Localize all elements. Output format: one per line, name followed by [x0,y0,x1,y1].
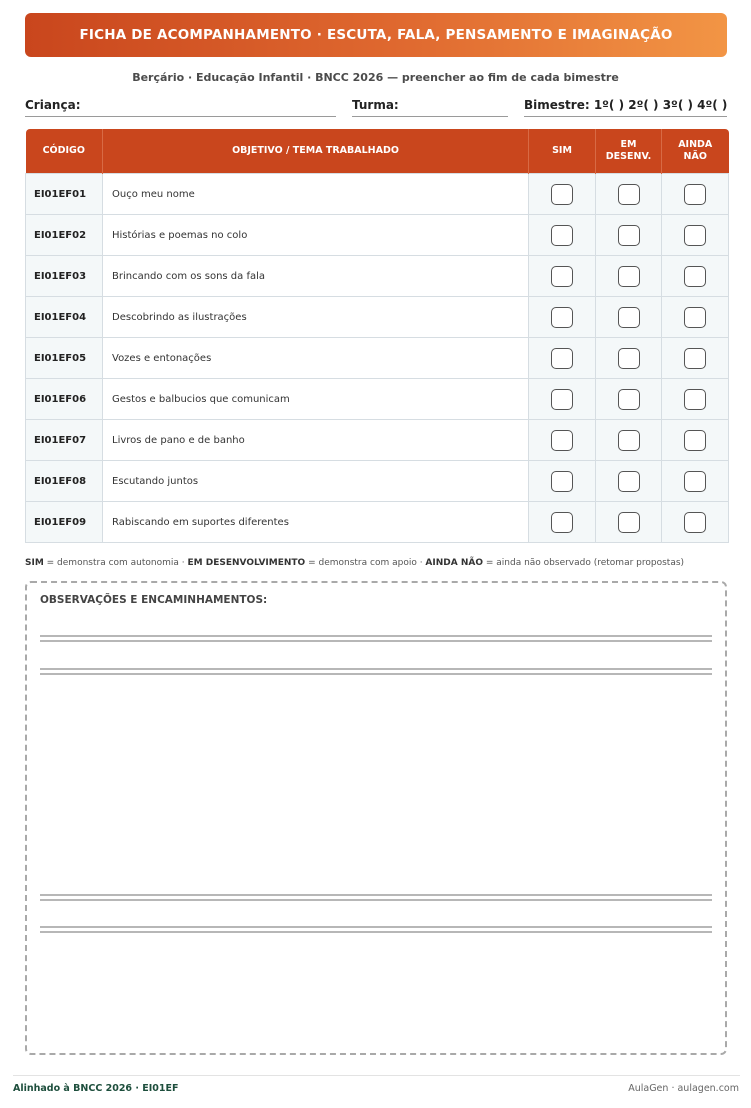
ainda-nao-checkbox[interactable] [684,266,706,287]
em-desenvolvimento-checkbox[interactable] [618,307,640,328]
row-objective: Ouço meu nome [103,174,529,215]
sim-checkbox[interactable] [551,348,573,369]
bimestre-field[interactable] [524,96,727,117]
writing-line [40,635,712,642]
header-codigo: CÓDIGO [26,129,103,174]
em-desenvolvimento-checkbox[interactable] [618,512,640,533]
sim-checkbox[interactable] [551,307,573,328]
footer-divider [13,1075,740,1076]
legend-ainda-text: = ainda não observado (retomar propostas) [483,558,685,568]
em-desenvolvimento-checkbox[interactable] [618,266,640,287]
em-desenvolvimento-checkbox[interactable] [618,348,640,369]
sim-checkbox[interactable] [551,184,573,205]
ainda-nao-checkbox[interactable] [684,512,706,533]
row-code: EI01EF02 [26,215,103,256]
header-em-desenvolvimento [596,129,662,174]
row-code: EI01EF01 [26,174,103,215]
row-objective: Livros de pano e de banho [103,420,529,461]
legend-sim-term: SIM [25,558,44,568]
ainda-nao-checkbox[interactable] [684,430,706,451]
header-ainda-nao [662,129,729,174]
ainda-nao-checkbox[interactable] [684,307,706,328]
row-code: EI01EF06 [26,379,103,420]
legend-ainda-term: AINDA NÃO [425,558,483,568]
footer-brand: AulaGen · aulagen.com [628,1083,739,1094]
header-objetivo: OBJETIVO / TEMA TRABALHADO [103,129,529,174]
writing-line [40,894,712,901]
sim-checkbox[interactable] [551,430,573,451]
em-desenvolvimento-checkbox[interactable] [618,225,640,246]
legend-em-text: = demonstra com apoio · [305,558,426,568]
row-code: EI01EF03 [26,256,103,297]
row-objective: Rabiscando em suportes diferentes [103,502,529,543]
page-title-banner [25,13,727,57]
writing-line [40,926,712,933]
objectives-table [25,129,729,543]
ainda-nao-checkbox[interactable] [684,225,706,246]
bimestre-label: Bimestre: 1º( ) 2º( ) 3º( ) 4º( ) [524,98,728,112]
crianca-label: Criança: [25,98,81,112]
table-row [26,502,729,543]
table-row [26,420,729,461]
table-header-row [26,129,729,174]
sim-checkbox[interactable] [551,471,573,492]
table-row [26,215,729,256]
legend-sim-text: = demonstra com autonomia · [43,558,188,568]
page-subtitle: Berçário · Educação Infantil · BNCC 2026 — preencher ao fim de cada bimestre [132,71,619,84]
table-row [26,174,729,215]
legend [25,558,745,568]
ainda-nao-checkbox[interactable] [684,348,706,369]
row-code: EI01EF08 [26,461,103,502]
header-em-line2: DESENV. [605,151,652,162]
em-desenvolvimento-checkbox[interactable] [618,389,640,410]
row-objective: Gestos e balbucios que comunicam [103,379,529,420]
table-row [26,297,729,338]
row-objective: Vozes e entonações [103,338,529,379]
em-desenvolvimento-checkbox[interactable] [618,471,640,492]
row-objective: Brincando com os sons da fala [103,256,529,297]
sim-checkbox[interactable] [551,512,573,533]
observations-title: OBSERVAÇÕES E ENCAMINHAMENTOS: [40,594,268,606]
sim-checkbox[interactable] [551,225,573,246]
header-ainda-line2: NÃO [683,151,707,162]
page-title: FICHA DE ACOMPANHAMENTO · ESCUTA, FALA, PENSAMENTO E IMAGINAÇÃO [79,27,673,43]
row-objective: Descobrindo as ilustrações [103,297,529,338]
observations-box[interactable] [25,581,727,1055]
table-row [26,379,729,420]
table-row [26,256,729,297]
turma-label: Turma: [352,98,399,112]
turma-field[interactable] [352,96,508,117]
row-code: EI01EF04 [26,297,103,338]
row-objective: Histórias e poemas no colo [103,215,529,256]
header-em-line1: EM [620,139,637,150]
row-code: EI01EF05 [26,338,103,379]
sim-checkbox[interactable] [551,389,573,410]
writing-line [40,668,712,675]
table-row [26,338,729,379]
row-code: EI01EF07 [26,420,103,461]
ainda-nao-checkbox[interactable] [684,471,706,492]
row-code: EI01EF09 [26,502,103,543]
header-sim: SIM [529,129,596,174]
em-desenvolvimento-checkbox[interactable] [618,430,640,451]
em-desenvolvimento-checkbox[interactable] [618,184,640,205]
table-row [26,461,729,502]
header-ainda-line1: AINDA [678,139,713,150]
ainda-nao-checkbox[interactable] [684,184,706,205]
crianca-field[interactable] [25,96,336,117]
row-objective: Escutando juntos [103,461,529,502]
sim-checkbox[interactable] [551,266,573,287]
legend-em-term: EM DESENVOLVIMENTO [187,558,306,568]
footer-bncc-note: Alinhado à BNCC 2026 · EI01EF [13,1083,179,1094]
ainda-nao-checkbox[interactable] [684,389,706,410]
